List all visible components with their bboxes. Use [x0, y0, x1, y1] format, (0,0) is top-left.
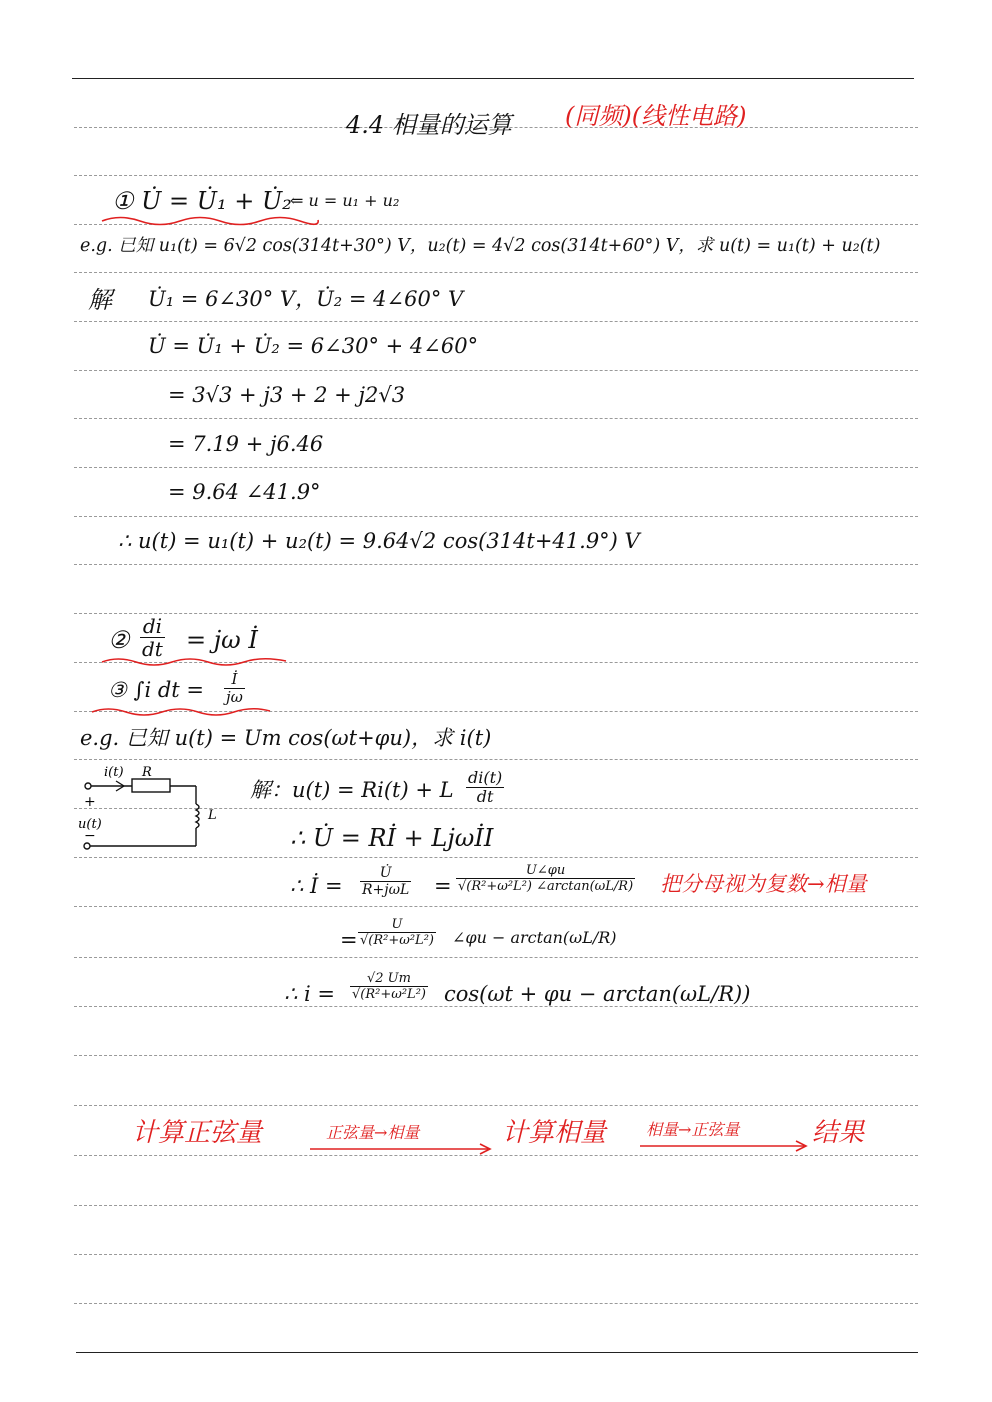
frac-2-numerator: U∠φu	[525, 863, 566, 878]
current-phasor-2-angle: ∠φu − arctan(ωL/R)	[452, 928, 617, 947]
rule-2-rhs: = jω İ	[186, 626, 258, 654]
solution-2-denominator: dt	[466, 787, 504, 805]
final-current-cos: cos(ωt + φu − arctan(ωL/R))	[444, 982, 751, 1006]
voltage-label: u(t)	[78, 817, 102, 832]
ruled-line	[74, 857, 918, 858]
solution-2-numerator: di(t)	[468, 768, 503, 787]
rule-2-numerator: di	[142, 614, 163, 638]
page-title: 4.4 相量的运算	[346, 111, 512, 139]
current-phasor-2-fraction	[358, 918, 436, 947]
rule-1-implication: ⇐ u = u₁ + u₂	[290, 191, 400, 210]
ruled-line	[74, 1254, 918, 1255]
frac-1-denominator: R+jωL	[362, 882, 410, 898]
frac-3-denominator: √(R²+ω²L²)	[360, 933, 434, 948]
current-phasor-fraction-2	[456, 864, 635, 893]
resistor-label: R	[142, 765, 152, 780]
solution-line-4: = 7.19 + j6.46	[168, 432, 324, 456]
ruled-line	[74, 370, 918, 371]
top-rule	[72, 78, 914, 79]
final-current-fraction	[350, 972, 428, 1001]
flow-step-1: 计算正弦量	[132, 1118, 263, 1148]
ruled-line	[74, 418, 918, 419]
solution-result: ∴ u(t) = u₁(t) + u₂(t) = 9.64√2 cos(314t+41.9°) V	[118, 529, 640, 553]
rule-2-derivative	[140, 616, 165, 659]
example-1: e.g. 已知 u₁(t) = 6√2 cos(314t+30°) V，u₂(t) = 4√2 cos(314t+60°) V，求 u(t) = u₁(t) + u₂(t)	[80, 236, 881, 256]
minus-sign: −	[84, 828, 96, 844]
rule-3-numerator: İ	[231, 670, 238, 688]
final-current-prefix: ∴ i =	[284, 982, 336, 1006]
rule-2-underline	[100, 656, 290, 668]
solution-line-1: U̇₁ = 6∠30° V，U̇₂ = 4∠60° V	[148, 287, 464, 311]
frac-3-numerator: U	[391, 917, 403, 932]
inductor-l	[196, 804, 199, 828]
ruled-line	[74, 1105, 918, 1106]
flow-step-3: 结果	[812, 1118, 865, 1148]
terminal-top	[85, 783, 91, 789]
flow-step-2: 计算相量	[502, 1118, 607, 1148]
flow-arrow-2-label: 相量→正弦量	[646, 1120, 740, 1139]
flow-arrow-1	[310, 1143, 496, 1157]
current-phasor-fraction-1	[360, 866, 411, 897]
ruled-line	[74, 564, 918, 565]
ruled-line	[74, 1006, 918, 1007]
flow-arrow-2	[640, 1140, 812, 1154]
ruled-line	[74, 759, 918, 760]
solution-2-derivative	[466, 770, 504, 805]
red-annotation: 把分母视为复数→相量	[660, 872, 867, 896]
solution-line-3: = 3√3 + j3 + 2 + j2√3	[168, 383, 406, 407]
rule-3-underline	[90, 706, 280, 718]
rule-1-formula: ① U̇ = U̇₁ + U̇₂	[112, 187, 292, 215]
bottom-rule	[76, 1352, 918, 1353]
rule-1-underline	[100, 214, 320, 228]
ruled-line	[74, 957, 918, 958]
example-2: e.g. 已知 u(t) = Um cos(ωt+φu)，求 i(t)	[80, 726, 492, 750]
inductor-label: L	[208, 808, 217, 823]
ruled-line	[74, 613, 918, 614]
frac-1-numerator: U̇	[379, 865, 392, 881]
title-note: (同频)(线性电路)	[565, 102, 747, 130]
frac-2-denominator: √(R²+ω²L²) ∠arctan(ωL/R)	[458, 879, 634, 894]
solution-2-equation: 解：u(t) = Ri(t) + L	[250, 778, 454, 802]
rl-circuit-diagram	[76, 764, 256, 854]
resistor-r	[132, 779, 170, 792]
ruled-line	[74, 321, 918, 322]
rule-2-label: ②	[108, 626, 130, 654]
frac-4-numerator: √2 Um	[367, 971, 411, 986]
rule-3-fraction	[224, 672, 245, 705]
current-label: i(t)	[104, 765, 124, 780]
ruled-line	[74, 516, 918, 517]
ruled-line	[74, 1055, 918, 1056]
frac-4-denominator: √(R²+ω²L²)	[352, 987, 426, 1002]
ruled-line	[74, 1205, 918, 1206]
flow-arrow-1-label: 正弦量→相量	[326, 1123, 420, 1142]
rule-3-integral: ③ ∫i dt =	[108, 678, 204, 702]
solution-label: 解	[88, 286, 112, 314]
plus-sign: +	[84, 794, 96, 810]
ruled-line	[74, 467, 918, 468]
solution-line-2: U̇ = U̇₁ + U̇₂ = 6∠30° + 4∠60°	[148, 334, 479, 358]
ruled-line	[74, 1155, 918, 1156]
ruled-line	[74, 1303, 918, 1304]
ruled-line	[74, 906, 918, 907]
solution-line-5: = 9.64 ∠41.9°	[168, 480, 321, 504]
ruled-line	[74, 272, 918, 273]
ruled-line	[74, 175, 918, 176]
rule-2-denominator: dt	[142, 637, 163, 661]
current-phasor-prefix: ∴ İ =	[290, 874, 343, 898]
phasor-equation: ∴ U̇ = Rİ + LjωİI	[290, 824, 494, 852]
current-phasor-equals: =	[434, 874, 452, 898]
rule-3-denominator: jω	[226, 688, 243, 706]
current-phasor-2-prefix: =	[340, 928, 358, 952]
